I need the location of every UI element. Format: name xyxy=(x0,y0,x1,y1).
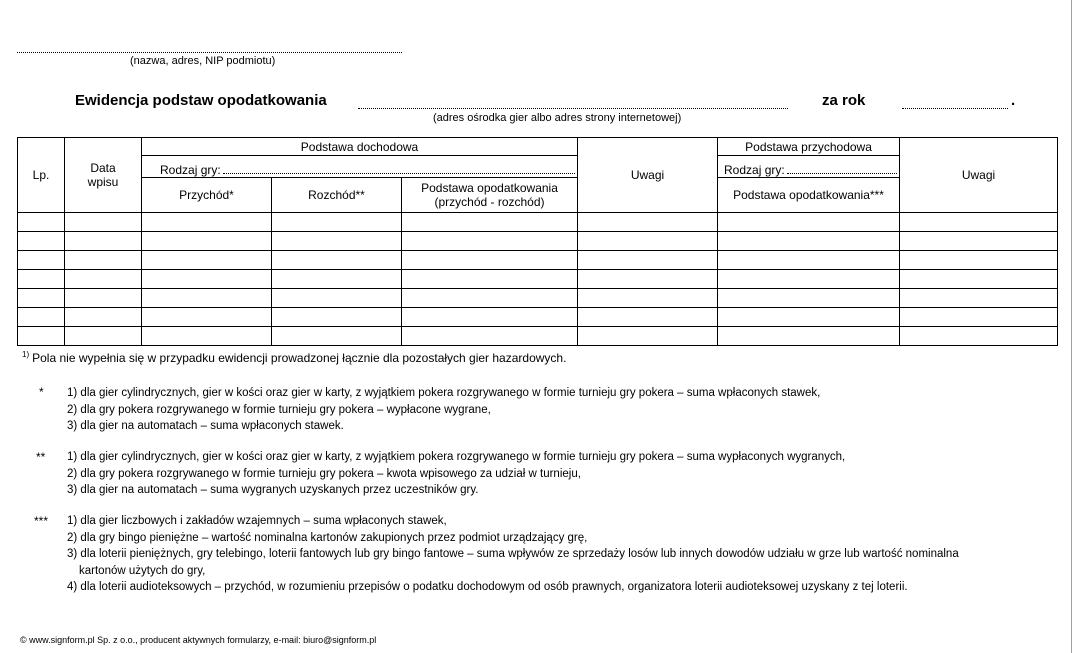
col-date-label: Data wpisu xyxy=(87,161,119,189)
year-fill-line[interactable] xyxy=(902,108,1008,109)
table-cell[interactable] xyxy=(402,213,578,232)
form-title: Ewidencja podstaw opodatkowania xyxy=(75,92,327,109)
table-cell[interactable] xyxy=(718,270,900,289)
table-cell[interactable] xyxy=(900,251,1058,270)
table-cell[interactable] xyxy=(718,213,900,232)
table-cell[interactable] xyxy=(65,213,142,232)
table-cell[interactable] xyxy=(142,213,272,232)
table-cell[interactable] xyxy=(142,251,272,270)
table-cell[interactable] xyxy=(65,327,142,346)
col-base2-header: Podstawa opodatkowania*** xyxy=(718,178,900,213)
tax-base-register-table xyxy=(17,137,1058,346)
income-group-header: Podstawa dochodowa xyxy=(142,138,578,156)
star1-item: 1) dla gier cylindrycznych, gier w kości oraz gier w karty, z wyjątkiem pokera rozgrywanego w formie turnieju gry pokera – suma wpłaconych stawek, xyxy=(67,387,821,399)
table-cell[interactable] xyxy=(142,232,272,251)
game-type-label: Rodzaj gry: xyxy=(160,163,221,177)
game-type-field-2[interactable] xyxy=(718,156,900,178)
star3-item: 4) dla loterii audioteksowych – przychód, w rozumieniu przepisów o podatku dochodowym od osób prawnych, organizatora loterii audioteksowej uzyskany z tej loterii. xyxy=(67,581,908,593)
col-notes-header: Uwagi xyxy=(578,138,718,213)
address-caption: (adres ośrodka gier albo adres strony internetowej) xyxy=(433,112,682,124)
table-cell[interactable] xyxy=(18,289,65,308)
table-cell[interactable] xyxy=(402,308,578,327)
col-base-title: Podstawa opodatkowania xyxy=(421,181,558,195)
page-right-edge xyxy=(1071,0,1072,653)
star1-mark: * xyxy=(39,385,44,399)
table-cell[interactable] xyxy=(578,289,718,308)
table-cell[interactable] xyxy=(65,270,142,289)
star2-mark: ** xyxy=(36,450,46,464)
table-cell[interactable] xyxy=(272,289,402,308)
table-cell[interactable] xyxy=(718,308,900,327)
table-cell[interactable] xyxy=(272,270,402,289)
star3-mark: *** xyxy=(34,514,49,528)
table-cell[interactable] xyxy=(402,251,578,270)
table-cell[interactable] xyxy=(578,327,718,346)
address-fill-line[interactable] xyxy=(358,108,788,109)
table-cell[interactable] xyxy=(18,213,65,232)
revenue-group-header: Podstawa przychodowa xyxy=(718,138,900,156)
table-cell[interactable] xyxy=(578,251,718,270)
table-cell[interactable] xyxy=(578,213,718,232)
table-cell[interactable] xyxy=(900,213,1058,232)
table-cell[interactable] xyxy=(18,270,65,289)
table-cell[interactable] xyxy=(402,232,578,251)
star3-item: kartonów użytych do gry, xyxy=(79,564,206,577)
star3-item: 2) dla gry bingo pieniężne – wartość nominalna kartonów zakupionych przez podmiot urządzający grę, xyxy=(67,531,588,544)
table-row xyxy=(18,232,1058,251)
table-cell[interactable] xyxy=(18,251,65,270)
col-notes2-header: Uwagi xyxy=(900,138,1058,213)
table-row xyxy=(18,213,1058,232)
col-expense-header: Rozchód** xyxy=(272,178,402,213)
table-cell[interactable] xyxy=(272,308,402,327)
subject-fill-line[interactable] xyxy=(17,52,402,53)
col-base-subtitle: (przychód - rozchód) xyxy=(434,195,545,209)
table-cell[interactable] xyxy=(142,327,272,346)
table-cell[interactable] xyxy=(578,270,718,289)
table-row xyxy=(18,327,1058,346)
table-cell[interactable] xyxy=(900,270,1058,289)
col-date-header xyxy=(65,138,142,213)
star1-items xyxy=(67,385,820,435)
table-cell[interactable] xyxy=(272,251,402,270)
table-cell[interactable] xyxy=(578,232,718,251)
star3-item: 1) dla gier liczbowych i zakładów wzajemnych – suma wpłaconych stawek, xyxy=(67,515,447,527)
table-row xyxy=(18,289,1058,308)
col-base-header xyxy=(402,178,578,213)
star2-item: 2) dla gry pokera rozgrywanego w formie turnieju gry pokera – kwota wpisowego za udział w turnieju, xyxy=(67,467,581,480)
table-cell[interactable] xyxy=(18,308,65,327)
table-cell[interactable] xyxy=(718,327,900,346)
copyright: © www.signform.pl Sp. z o.o., producent aktywnych formularzy, e-mail: biuro@signform.pl xyxy=(20,635,377,645)
table-cell[interactable] xyxy=(402,327,578,346)
table-cell[interactable] xyxy=(900,308,1058,327)
footnote-1-mark: 1) xyxy=(22,350,30,359)
table-cell[interactable] xyxy=(142,270,272,289)
star2-item: 3) dla gier na automatach – suma wygranych uzyskanych przez uczestników gry. xyxy=(67,484,479,496)
game-type-fill-line-2 xyxy=(787,173,897,174)
table-cell[interactable] xyxy=(718,232,900,251)
star1-item: 2) dla gry pokera rozgrywanego w formie turnieju gry pokera – wypłacone wygrane, xyxy=(67,403,491,416)
game-type-fill-line xyxy=(223,173,575,174)
table-cell[interactable] xyxy=(900,232,1058,251)
table-row xyxy=(18,270,1058,289)
table-cell[interactable] xyxy=(65,251,142,270)
table-row xyxy=(18,251,1058,270)
game-type-label-2: Rodzaj gry: xyxy=(724,163,785,177)
star1-item: 3) dla gier na automatach – suma wpłaconych stawek. xyxy=(67,420,344,432)
table-cell[interactable] xyxy=(65,308,142,327)
table-cell[interactable] xyxy=(18,232,65,251)
col-revenue-header: Przychód* xyxy=(142,178,272,213)
year-suffix: . xyxy=(1011,92,1016,109)
table-cell[interactable] xyxy=(900,289,1058,308)
table-cell[interactable] xyxy=(272,327,402,346)
table-cell[interactable] xyxy=(900,327,1058,346)
table-cell[interactable] xyxy=(578,308,718,327)
year-label: za rok xyxy=(822,92,866,109)
table-cell[interactable] xyxy=(18,327,65,346)
table-cell[interactable] xyxy=(272,213,402,232)
table-cell[interactable] xyxy=(65,289,142,308)
star3-items xyxy=(67,513,959,596)
table-row xyxy=(18,308,1058,327)
col-lp-header: Lp. xyxy=(18,138,65,213)
subject-caption: (nazwa, adres, NIP podmiotu) xyxy=(130,55,276,67)
table-cell[interactable] xyxy=(718,289,900,308)
footnote-1-text: Pola nie wypełnia się w przypadku ewidencji prowadzonej łącznie dla pozostałych gier hazardowych. xyxy=(32,351,567,365)
footnote-1 xyxy=(22,350,566,365)
table-cell[interactable] xyxy=(402,270,578,289)
game-type-field[interactable] xyxy=(142,156,578,178)
table-cell[interactable] xyxy=(272,232,402,251)
table-cell[interactable] xyxy=(142,289,272,308)
star2-item: 1) dla gier cylindrycznych, gier w kości oraz gier w karty, z wyjątkiem pokera rozgrywanego w formie turnieju gry pokera – suma wypłaconych wygranych, xyxy=(67,451,846,463)
table-cell[interactable] xyxy=(402,289,578,308)
star3-item: 3) dla loterii pieniężnych, gry telebingo, loterii fantowych lub gry bingo fantowe – suma wpływów ze sprzedaży losów lub innych dowodów udziału w grze lub wartość nominalna xyxy=(67,548,959,560)
star2-items xyxy=(67,449,845,499)
table-cell[interactable] xyxy=(142,308,272,327)
table-cell[interactable] xyxy=(65,232,142,251)
table-cell[interactable] xyxy=(718,251,900,270)
